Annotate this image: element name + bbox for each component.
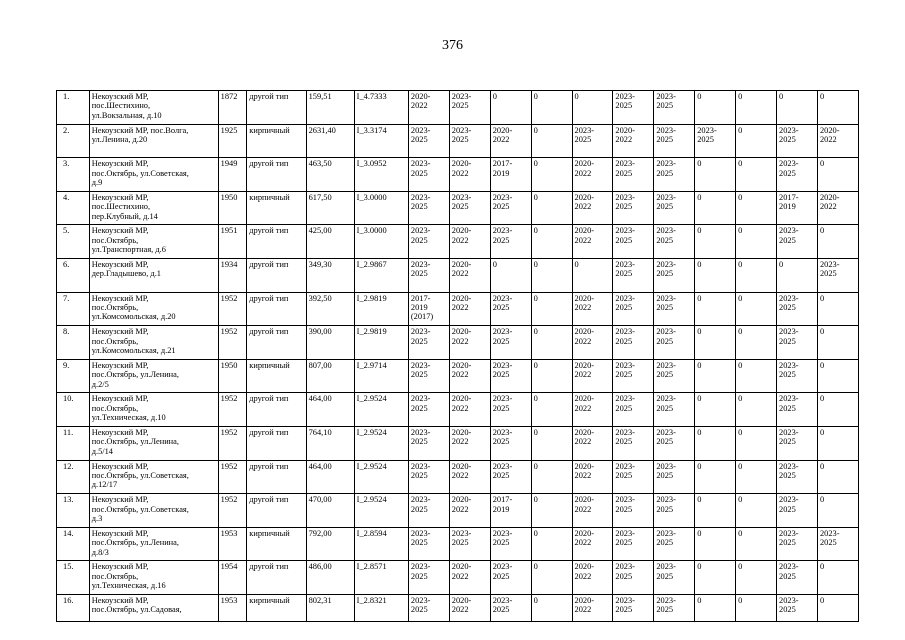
- period-cell: 2020- 2022: [572, 191, 613, 225]
- period-cell: 2023- 2025: [572, 124, 613, 158]
- period-cell: 2023- 2025: [490, 460, 531, 494]
- period-cell: 2023- 2025: [408, 191, 449, 225]
- period-cell: 2020- 2022: [572, 527, 613, 561]
- period-cell: 0: [531, 527, 572, 561]
- area-cell: 617,50: [306, 191, 354, 225]
- period-cell: 2023- 2025: [490, 326, 531, 360]
- wall-type-cell: другой тип: [247, 326, 306, 360]
- address-cell: Некоузский МР, пос.Октябрь, ул.Комсомольская, д.20: [89, 292, 218, 326]
- period-cell: 2023- 2025: [777, 158, 818, 192]
- period-cell: 2020- 2022: [449, 426, 490, 460]
- address-cell: Некоузский МР, пос.Октябрь, ул.Советская, д.12/17: [89, 460, 218, 494]
- period-cell: 2023- 2025: [817, 258, 858, 292]
- period-cell: 2023- 2025: [654, 225, 695, 259]
- period-cell: 0: [736, 326, 777, 360]
- year-cell: 1952: [218, 292, 247, 326]
- address-cell: Некоузский МР, пос.Октябрь, ул.Садовая,: [89, 594, 218, 621]
- period-cell: 0: [531, 426, 572, 460]
- year-cell: 1952: [218, 326, 247, 360]
- period-cell: 0: [490, 258, 531, 292]
- period-cell: 2020- 2022: [449, 393, 490, 427]
- table-row: [57, 426, 859, 460]
- period-cell: 2020- 2022: [449, 225, 490, 259]
- period-cell: 0: [490, 91, 531, 125]
- period-cell: 2023- 2025: [613, 393, 654, 427]
- period-cell: 0: [531, 91, 572, 125]
- table-row: [57, 292, 859, 326]
- period-cell: 0: [531, 326, 572, 360]
- year-cell: 1953: [218, 594, 247, 621]
- wall-type-cell: кирпичный: [247, 359, 306, 393]
- table-body: [57, 91, 859, 622]
- period-cell: 2020- 2022: [408, 91, 449, 125]
- address-cell: Некоузский МР, пос.Октябрь, ул.Техническая, д.10: [89, 393, 218, 427]
- period-cell: 2023- 2025: [613, 258, 654, 292]
- period-cell: 0: [695, 460, 736, 494]
- period-cell: 0: [817, 460, 858, 494]
- year-cell: 1952: [218, 494, 247, 528]
- period-cell: 2023- 2025: [613, 594, 654, 621]
- period-cell: 2023- 2025: [613, 292, 654, 326]
- period-cell: 2023- 2025: [654, 594, 695, 621]
- area-cell: 764,10: [306, 426, 354, 460]
- period-cell: 2023- 2025: [408, 225, 449, 259]
- period-cell: 0: [817, 494, 858, 528]
- wall-type-cell: кирпичный: [247, 594, 306, 621]
- index-cell: I_2.8321: [354, 594, 408, 621]
- period-cell: 0: [695, 191, 736, 225]
- period-cell: 0: [695, 594, 736, 621]
- period-cell: 2023- 2025: [695, 124, 736, 158]
- period-cell: 2020- 2022: [449, 292, 490, 326]
- period-cell: 0: [736, 494, 777, 528]
- address-cell: Некоузский МР, пос.Октябрь, ул.Ленина, д.8/3: [89, 527, 218, 561]
- period-cell: 2017- 2019 (2017): [408, 292, 449, 326]
- period-cell: 2020- 2022: [572, 158, 613, 192]
- period-cell: 0: [695, 91, 736, 125]
- row-number-cell: 8.: [57, 326, 90, 360]
- period-cell: 0: [531, 191, 572, 225]
- period-cell: 2017- 2019: [490, 158, 531, 192]
- table-row: [57, 326, 859, 360]
- period-cell: 0: [695, 225, 736, 259]
- area-cell: 464,00: [306, 393, 354, 427]
- period-cell: 2023- 2025: [654, 124, 695, 158]
- index-cell: I_2.9867: [354, 258, 408, 292]
- period-cell: 2023- 2025: [613, 326, 654, 360]
- period-cell: 2017- 2019: [777, 191, 818, 225]
- wall-type-cell: другой тип: [247, 460, 306, 494]
- index-cell: I_2.8594: [354, 527, 408, 561]
- index-cell: I_3.0000: [354, 191, 408, 225]
- period-cell: 2023- 2025: [490, 561, 531, 595]
- period-cell: 0: [736, 191, 777, 225]
- period-cell: 0: [736, 393, 777, 427]
- page-number: 376: [442, 38, 463, 53]
- period-cell: 0: [736, 594, 777, 621]
- year-cell: 1954: [218, 561, 247, 595]
- wall-type-cell: кирпичный: [247, 527, 306, 561]
- table-row: [57, 561, 859, 595]
- year-cell: 1952: [218, 393, 247, 427]
- period-cell: 2020- 2022: [572, 393, 613, 427]
- period-cell: 2023- 2025: [654, 460, 695, 494]
- period-cell: 2023- 2025: [654, 561, 695, 595]
- period-cell: 0: [531, 359, 572, 393]
- period-cell: 2023- 2025: [408, 460, 449, 494]
- period-cell: 2023- 2025: [490, 292, 531, 326]
- period-cell: 0: [777, 258, 818, 292]
- period-cell: 2023- 2025: [654, 393, 695, 427]
- period-cell: 2023- 2025: [777, 326, 818, 360]
- row-number-cell: 10.: [57, 393, 90, 427]
- period-cell: 0: [531, 258, 572, 292]
- period-cell: 2023- 2025: [490, 225, 531, 259]
- period-cell: 2023- 2025: [654, 158, 695, 192]
- period-cell: 2023- 2025: [613, 527, 654, 561]
- row-number-cell: 16.: [57, 594, 90, 621]
- period-cell: 0: [531, 460, 572, 494]
- period-cell: 2023- 2025: [613, 561, 654, 595]
- address-cell: Некоузский МР, пос.Октябрь, ул.Ленина, д.2/5: [89, 359, 218, 393]
- period-cell: 2023- 2025: [777, 527, 818, 561]
- period-cell: 2023- 2025: [490, 393, 531, 427]
- period-cell: 2023- 2025: [654, 426, 695, 460]
- year-cell: 1925: [218, 124, 247, 158]
- period-cell: 0: [531, 124, 572, 158]
- period-cell: 0: [817, 561, 858, 595]
- period-cell: 0: [817, 393, 858, 427]
- period-cell: 0: [817, 359, 858, 393]
- period-cell: 0: [695, 393, 736, 427]
- period-cell: 0: [531, 561, 572, 595]
- period-cell: 2020- 2022: [449, 594, 490, 621]
- row-number-cell: 14.: [57, 527, 90, 561]
- period-cell: 0: [736, 460, 777, 494]
- period-cell: 2023- 2025: [449, 191, 490, 225]
- index-cell: I_4.7333: [354, 91, 408, 125]
- index-cell: I_2.9819: [354, 326, 408, 360]
- address-cell: Некоузский МР, пос.Волга, ул.Ленина, д.20: [89, 124, 218, 158]
- period-cell: 2023- 2025: [490, 191, 531, 225]
- address-cell: Некоузский МР, пос.Шестихино, пер.Клубный, д.14: [89, 191, 218, 225]
- period-cell: 2023- 2025: [408, 124, 449, 158]
- period-cell: 2023- 2025: [654, 326, 695, 360]
- address-cell: Некоузский МР, пос.Октябрь, ул.Советская, д.3: [89, 494, 218, 528]
- period-cell: 2023- 2025: [777, 393, 818, 427]
- period-cell: 0: [531, 494, 572, 528]
- table-row: [57, 359, 859, 393]
- wall-type-cell: другой тип: [247, 292, 306, 326]
- period-cell: 0: [695, 494, 736, 528]
- table-row: [57, 594, 859, 621]
- area-cell: 392,50: [306, 292, 354, 326]
- period-cell: 0: [817, 91, 858, 125]
- period-cell: 2023- 2025: [777, 561, 818, 595]
- period-cell: 0: [817, 594, 858, 621]
- period-cell: 2023- 2025: [654, 359, 695, 393]
- period-cell: 2023- 2025: [777, 225, 818, 259]
- year-cell: 1950: [218, 191, 247, 225]
- address-cell: Некоузский МР, пос.Октябрь, ул.Техническая, д.16: [89, 561, 218, 595]
- period-cell: 0: [817, 426, 858, 460]
- index-cell: I_2.9524: [354, 460, 408, 494]
- wall-type-cell: другой тип: [247, 258, 306, 292]
- period-cell: 0: [531, 594, 572, 621]
- row-number-cell: 15.: [57, 561, 90, 595]
- period-cell: 2023- 2025: [408, 158, 449, 192]
- period-cell: 2023- 2025: [777, 426, 818, 460]
- period-cell: 2023- 2025: [817, 527, 858, 561]
- period-cell: 2023- 2025: [408, 494, 449, 528]
- period-cell: 2020- 2022: [817, 124, 858, 158]
- period-cell: 2023- 2025: [777, 359, 818, 393]
- period-cell: 0: [817, 326, 858, 360]
- period-cell: 2020- 2022: [572, 326, 613, 360]
- period-cell: 0: [736, 158, 777, 192]
- index-cell: I_2.9524: [354, 393, 408, 427]
- period-cell: 2023- 2025: [613, 426, 654, 460]
- period-cell: 0: [695, 359, 736, 393]
- period-cell: 0: [736, 124, 777, 158]
- table-row: [57, 393, 859, 427]
- wall-type-cell: кирпичный: [247, 124, 306, 158]
- table-row: [57, 460, 859, 494]
- period-cell: 2017- 2019: [490, 494, 531, 528]
- table-row: [57, 225, 859, 259]
- year-cell: 1953: [218, 527, 247, 561]
- table-row: [57, 191, 859, 225]
- address-cell: Некоузский МР, пос.Октябрь, ул.Комсомольская, д.21: [89, 326, 218, 360]
- period-cell: 2023- 2025: [654, 258, 695, 292]
- period-cell: 2023- 2025: [408, 359, 449, 393]
- period-cell: 2023- 2025: [490, 359, 531, 393]
- period-cell: 2023- 2025: [408, 561, 449, 595]
- period-cell: 2023- 2025: [490, 426, 531, 460]
- period-cell: 0: [736, 426, 777, 460]
- period-cell: 2023- 2025: [777, 494, 818, 528]
- wall-type-cell: другой тип: [247, 158, 306, 192]
- index-cell: I_3.0952: [354, 158, 408, 192]
- period-cell: 2020- 2022: [449, 158, 490, 192]
- period-cell: 2023- 2025: [777, 124, 818, 158]
- area-cell: 792,00: [306, 527, 354, 561]
- period-cell: 2023- 2025: [490, 594, 531, 621]
- year-cell: 1872: [218, 91, 247, 125]
- period-cell: 2023- 2025: [408, 426, 449, 460]
- area-cell: 390,00: [306, 326, 354, 360]
- period-cell: 2023- 2025: [613, 191, 654, 225]
- period-cell: 0: [736, 225, 777, 259]
- period-cell: 0: [817, 158, 858, 192]
- wall-type-cell: другой тип: [247, 426, 306, 460]
- period-cell: 2023- 2025: [613, 494, 654, 528]
- period-cell: 0: [736, 561, 777, 595]
- period-cell: 2023- 2025: [408, 326, 449, 360]
- period-cell: 2020- 2022: [490, 124, 531, 158]
- index-cell: I_2.9524: [354, 426, 408, 460]
- period-cell: 0: [695, 158, 736, 192]
- index-cell: I_2.9524: [354, 494, 408, 528]
- period-cell: 2020- 2022: [449, 359, 490, 393]
- wall-type-cell: другой тип: [247, 91, 306, 125]
- period-cell: 2023- 2025: [408, 594, 449, 621]
- table-row: [57, 258, 859, 292]
- period-cell: 2020- 2022: [572, 292, 613, 326]
- row-number-cell: 4.: [57, 191, 90, 225]
- wall-type-cell: другой тип: [247, 225, 306, 259]
- period-cell: 2023- 2025: [654, 292, 695, 326]
- area-cell: 470,00: [306, 494, 354, 528]
- address-cell: Некоузский МР, пос.Октябрь, ул.Советская, д.9: [89, 158, 218, 192]
- year-cell: 1934: [218, 258, 247, 292]
- period-cell: 2020- 2022: [449, 258, 490, 292]
- row-number-cell: 7.: [57, 292, 90, 326]
- period-cell: 0: [531, 158, 572, 192]
- row-number-cell: 13.: [57, 494, 90, 528]
- period-cell: 2020- 2022: [449, 460, 490, 494]
- area-cell: 807,00: [306, 359, 354, 393]
- period-cell: 2023- 2025: [490, 527, 531, 561]
- area-cell: 464,00: [306, 460, 354, 494]
- row-number-cell: 5.: [57, 225, 90, 259]
- period-cell: 2020- 2022: [817, 191, 858, 225]
- period-cell: 0: [736, 258, 777, 292]
- period-cell: 2020- 2022: [572, 225, 613, 259]
- period-cell: 2020- 2022: [572, 426, 613, 460]
- housing-table: [56, 90, 859, 622]
- period-cell: 2023- 2025: [408, 393, 449, 427]
- table-row: [57, 124, 859, 158]
- period-cell: 2023- 2025: [613, 91, 654, 125]
- period-cell: 0: [817, 292, 858, 326]
- index-cell: I_2.9819: [354, 292, 408, 326]
- row-number-cell: 11.: [57, 426, 90, 460]
- year-cell: 1952: [218, 460, 247, 494]
- period-cell: 0: [817, 225, 858, 259]
- period-cell: 0: [572, 91, 613, 125]
- index-cell: I_2.8571: [354, 561, 408, 595]
- row-number-cell: 2.: [57, 124, 90, 158]
- period-cell: 0: [695, 258, 736, 292]
- period-cell: 2023- 2025: [613, 158, 654, 192]
- period-cell: 0: [531, 292, 572, 326]
- period-cell: 2023- 2025: [777, 292, 818, 326]
- period-cell: 2023- 2025: [449, 124, 490, 158]
- index-cell: I_2.9714: [354, 359, 408, 393]
- wall-type-cell: другой тип: [247, 494, 306, 528]
- row-number-cell: 12.: [57, 460, 90, 494]
- period-cell: 0: [572, 258, 613, 292]
- period-cell: 0: [531, 393, 572, 427]
- row-number-cell: 6.: [57, 258, 90, 292]
- year-cell: 1951: [218, 225, 247, 259]
- period-cell: 0: [695, 527, 736, 561]
- period-cell: 2023- 2025: [654, 91, 695, 125]
- table-row: [57, 91, 859, 125]
- period-cell: 2020- 2022: [449, 561, 490, 595]
- period-cell: 0: [736, 527, 777, 561]
- period-cell: 0: [695, 326, 736, 360]
- table-row: [57, 494, 859, 528]
- area-cell: 349,30: [306, 258, 354, 292]
- address-cell: Некоузский МР, пос.Октябрь, ул.Транспортная, д.6: [89, 225, 218, 259]
- wall-type-cell: другой тип: [247, 393, 306, 427]
- address-cell: Некоузский МР, пос.Шестихино, ул.Вокзальная, д.10: [89, 91, 218, 125]
- period-cell: 2020- 2022: [572, 359, 613, 393]
- period-cell: 2023- 2025: [613, 359, 654, 393]
- index-cell: I_3.0000: [354, 225, 408, 259]
- period-cell: 0: [736, 292, 777, 326]
- period-cell: 0: [695, 426, 736, 460]
- year-cell: 1952: [218, 426, 247, 460]
- area-cell: 802,31: [306, 594, 354, 621]
- period-cell: 2020- 2022: [572, 460, 613, 494]
- period-cell: 2023- 2025: [777, 460, 818, 494]
- wall-type-cell: кирпичный: [247, 191, 306, 225]
- period-cell: 0: [736, 359, 777, 393]
- area-cell: 486,00: [306, 561, 354, 595]
- year-cell: 1949: [218, 158, 247, 192]
- period-cell: 2023- 2025: [654, 527, 695, 561]
- period-cell: 2023- 2025: [449, 527, 490, 561]
- period-cell: 0: [736, 91, 777, 125]
- area-cell: 425,00: [306, 225, 354, 259]
- address-cell: Некоузский МР, дер.Гладышево, д.1: [89, 258, 218, 292]
- row-number-cell: 1.: [57, 91, 90, 125]
- period-cell: 0: [777, 91, 818, 125]
- period-cell: 2023- 2025: [654, 494, 695, 528]
- area-cell: 2631,40: [306, 124, 354, 158]
- row-number-cell: 3.: [57, 158, 90, 192]
- period-cell: 2023- 2025: [408, 258, 449, 292]
- wall-type-cell: другой тип: [247, 561, 306, 595]
- area-cell: 463,50: [306, 158, 354, 192]
- period-cell: 2020- 2022: [613, 124, 654, 158]
- period-cell: 2023- 2025: [613, 225, 654, 259]
- period-cell: 2020- 2022: [572, 561, 613, 595]
- address-cell: Некоузский МР, пос.Октябрь, ул.Ленина, д.5/14: [89, 426, 218, 460]
- period-cell: 2023- 2025: [654, 191, 695, 225]
- period-cell: 2023- 2025: [449, 91, 490, 125]
- area-cell: 159,51: [306, 91, 354, 125]
- index-cell: I_3.3174: [354, 124, 408, 158]
- period-cell: 2023- 2025: [613, 460, 654, 494]
- period-cell: 2023- 2025: [408, 527, 449, 561]
- row-number-cell: 9.: [57, 359, 90, 393]
- period-cell: 0: [695, 292, 736, 326]
- period-cell: 2020- 2022: [572, 494, 613, 528]
- period-cell: 2020- 2022: [449, 494, 490, 528]
- period-cell: 2023- 2025: [777, 594, 818, 621]
- table-row: [57, 527, 859, 561]
- period-cell: 0: [531, 225, 572, 259]
- table-row: [57, 158, 859, 192]
- year-cell: 1950: [218, 359, 247, 393]
- period-cell: 2020- 2022: [449, 326, 490, 360]
- period-cell: 0: [695, 561, 736, 595]
- period-cell: 2020- 2022: [572, 594, 613, 621]
